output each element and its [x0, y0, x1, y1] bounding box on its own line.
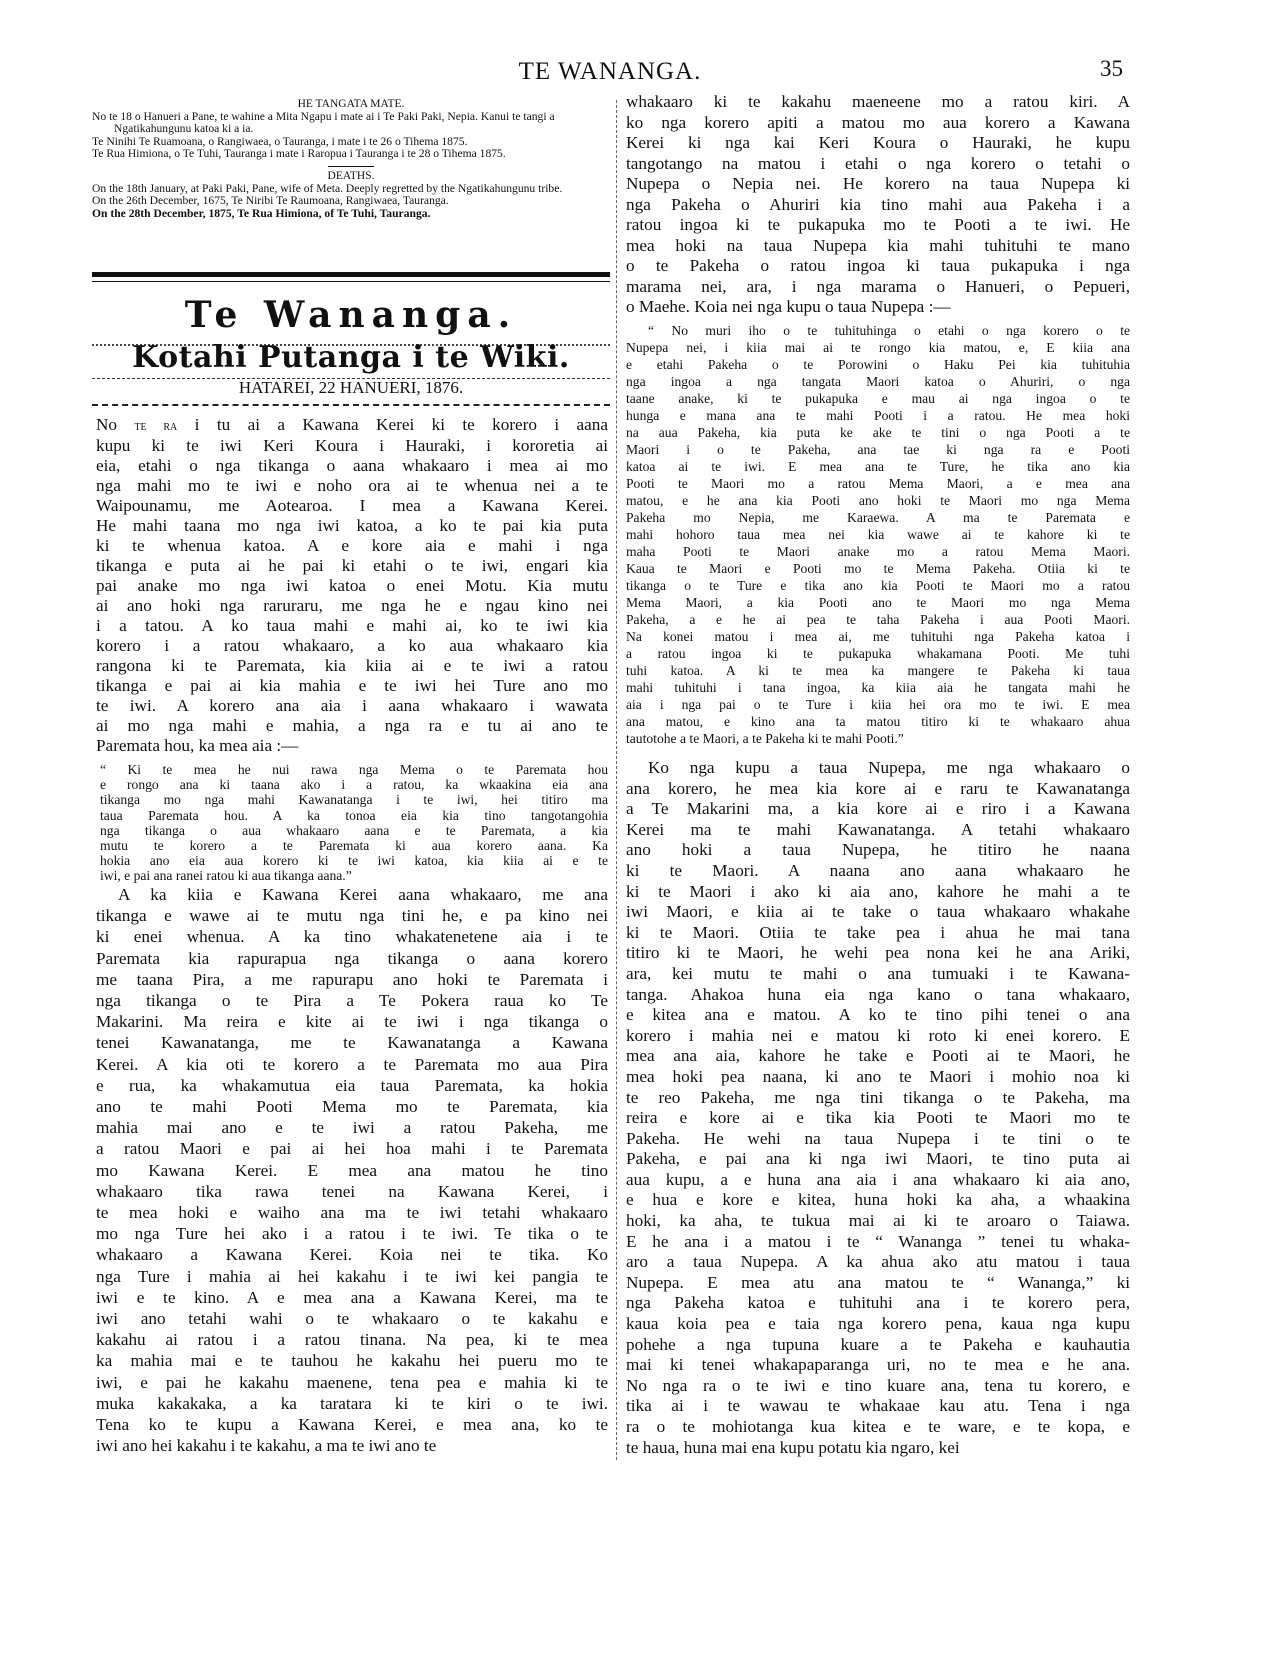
text-line: tika ai i te wawau te whakaae kau atu. Tena i nga — [626, 1396, 1130, 1416]
quoted-paragraph — [100, 762, 608, 884]
text-line: Makarini. Ma reira e kite ai te iwi i nga tikanga o — [96, 1012, 608, 1032]
text-line: Paremata hou, ka mea aia :— — [96, 736, 299, 755]
text-line: Nupepa. E mea atu ana matou te “ Wananga,” ki — [626, 1272, 1130, 1292]
text-line: Na konei matou i mea ai, me tuhituhi nga Pakeha katoa i — [626, 629, 1130, 644]
divider — [92, 281, 610, 282]
dateline: HATAREI, 22 HANUERI, 1876. — [238, 378, 464, 397]
text-line: nga Ture i mahia ai hei kakahu i te iwi kei pangia te — [96, 1266, 608, 1286]
text-line: pai anake mo nga iwi katoa o enei Motu. Kia mutu — [96, 576, 608, 595]
text-line: katoa ai te iwi. E mea ana te Ture, he tika ano kia — [626, 459, 1130, 474]
death-notices — [92, 98, 610, 220]
text-line: ara, kei mutu te mahi o ana tumuaki i te Kawana- — [626, 963, 1130, 983]
line-text: i tu ai a Kawana Kerei ki te korero i aana — [194, 415, 608, 434]
masthead: Te Wananga. — [184, 294, 518, 336]
text-line: kakahu ai ratou i a ratou tinana. Na pea, ki te mea — [96, 1330, 608, 1350]
text-line: mutu te korero a te Paremata ki aua korero aana. Ka — [100, 838, 608, 854]
text-line: tikanga e wawe ai te mutu nga tini he, e pa kino nei — [96, 906, 608, 926]
divider — [92, 404, 610, 406]
text-line: hoki, ka aha, te tukua mai ai ki te aroaro o Taiawa. — [626, 1211, 1130, 1231]
divider — [92, 272, 610, 277]
notice-item: Te Rua Himiona, o Te Tuhi, Tauranga i mate i Raropua i Tauranga i te 28 o Tihema 1875. — [92, 147, 506, 161]
text-line: ki te Maori. A naana ano aana whakaaro he — [626, 860, 1130, 880]
article-paragraph — [626, 92, 1130, 318]
text-line: aro a taua Nupepa. A ka ahua ako atu matou i taua — [626, 1252, 1130, 1272]
text-line: “ No muri iho o te tuhituhinga o etahi o nga korero o te — [648, 323, 1130, 338]
text-line: Pakeha. He wehi na taua Nupepa i te tini o te — [626, 1128, 1130, 1148]
text-line: iwi, e pai ana ranei ratou ki aua tikanga aana.” — [100, 868, 352, 884]
text-line: Kerei ki nga kai Keri Koura o Hauraki, he kupu — [626, 133, 1130, 152]
text-line: nga Pakeha katoa e tuhituhi ana i te korero pera, — [626, 1293, 1130, 1313]
text-line: me taana Pira, a me rapurapu ano hoki te Paremata i — [96, 969, 608, 989]
text-line: Maori i o te Pakeha, ana tae ki nga ra e Pooti — [626, 442, 1130, 457]
text-line: pohehe a nga tupuna kuare a te Pakeha e kauhautia — [626, 1334, 1130, 1354]
text-line: ka mahia mai e te tauhou he kakahu hei pueru mo te — [96, 1351, 608, 1371]
text-line: ki te Maori i ako ki aia ano, kahore he mahi a te — [626, 881, 1130, 901]
text-line: nga Pakeha o Ahuriri kia tino mahi aua Pakeha i a — [626, 194, 1130, 214]
text-line: iwi Maori, e kiia ai te take o taua whakaaro whakahe — [626, 902, 1130, 922]
text-line: whakaaro a Kawana Kerei. Koia nei te tika. Ko — [96, 1245, 608, 1265]
divider — [328, 166, 374, 167]
text-line: Ko nga kupu a taua Nupepa, me nga whakaaro o — [648, 758, 1130, 777]
text-line: Pooti te Maori mo a ratou Mema Maori, a e mea ana — [626, 476, 1130, 491]
text-line: mea hoki pea naana, ki ano te Maori i mohio noa ki — [626, 1066, 1130, 1086]
text-line: ai mo nga mahi e mahia, a nga ra e tu ai ano te — [96, 716, 608, 735]
text-line: Mema Maori, a kia Pooti ano te Maori mo nga Mema — [626, 595, 1130, 610]
text-line: hokia ano eia aua korero ki te iwi katoa, kia kiia ai e te — [100, 853, 608, 869]
text-line: Pakeha, a e he ai pea te taha Pakeha i aua Pooti Maori. — [626, 612, 1130, 627]
text-line: mea hoki na taua Nupepa kia mahi tuhituhi te mano — [626, 235, 1130, 255]
text-line: tautotohe a te Maori, a te Pakeha ki te mahi Pooti.” — [626, 731, 904, 746]
notice-item: On the 18th January, at Paki Paki, Pane, wife of Meta. Deeply regretted by the Ngatikahungunu tribe. — [92, 181, 563, 195]
text-line: reira e kore ai e tika kia Pooti te Maori mo te — [626, 1108, 1130, 1128]
text-line: marama nei, ara, i nga marama o Hanueri, o Pepueri, — [626, 276, 1130, 296]
text-line: mahia mai ano e te iwi a ratou Pakeha, me — [96, 1118, 608, 1138]
text-line: nga ingoa a nga tangata Maori katoa o Ahuriri, o nga — [626, 374, 1130, 389]
page-number: 35 — [1100, 56, 1123, 81]
text-line: tanga. Ahakoa huna eia nga kano o tana whakaaro, — [626, 984, 1130, 1004]
text-line: tuhi katoa. A ki te mea ka mangere te Pakeha ki taua — [626, 663, 1130, 678]
subtitle: Kotahi Putanga i te Wiki. — [132, 340, 570, 375]
notice-item: On the 28th December, 1875, Te Rua Himiona, of Te Tuhi, Tauranga. — [92, 206, 431, 220]
text-line: Tena ko te kupu a Kawana Kerei, e mea ana, ko te — [96, 1415, 608, 1435]
text-line: aua kupu, a e huna ana aia i ana whakaaro ki aia ano, — [626, 1169, 1130, 1189]
text-line: te reo Pakeha, me nga tini tikanga o te Pakeha, ma — [626, 1087, 1130, 1107]
text-line: whakaaro ki te kakahu maeneene mo a ratou kiri. A — [626, 92, 1130, 111]
text-line: korero i mahia nei e matou ki roto ki enei korero. E — [626, 1025, 1130, 1045]
text-line: tenei Kawanatanga, me te Kawanatanga a Kawana — [96, 1033, 608, 1053]
english-notices-heading: DEATHS. — [327, 169, 375, 182]
text-line: a ratou ingoa ki te pukapuka whakamana Pooti. Me tuhi — [626, 646, 1130, 661]
text-line: nga mahi mo te iwi e noho ora ai te whenua nei a te — [96, 476, 608, 495]
text-line: ki enei whenua. A ka tino whakatenetene aia i te — [96, 927, 608, 947]
text-line: Pakeha, e pai ana ki nga iwi Maori, te tino puta ai — [626, 1149, 1130, 1169]
text-line: e rongo ana ki taana ako i a ratou, ka wkaakina eia ana — [100, 777, 608, 793]
quoted-paragraph — [626, 322, 1130, 747]
text-line: ra o te mohiotanga kua kitea e te ware, e te kopa, e — [626, 1417, 1130, 1436]
text-line: Kerei ma te mahi Kawanatanga. A tetahi whakaaro — [626, 819, 1130, 839]
text-line: Waipounamu, me Aotearoa. I mea a Kawana Kerei. — [96, 496, 608, 515]
text-line: na aua Pakeha, kia puta ke ake te tini o nga Pooti a te — [626, 425, 1130, 440]
text-line: Nupepa nei, i kiia mai ai te rongo kia matou, e, E kiia ana — [626, 340, 1130, 355]
text-line: korero i a ratou whakaaro, a ko aua whakaaro kia — [96, 636, 608, 655]
text-line: e hua e kore e kitea, huna hoki ka aha, a whaakina — [626, 1190, 1130, 1210]
text-line: taane anake, ki te pukapuka e mau ai nga ingoa o te — [626, 391, 1130, 406]
text-line: tikanga mo nga mahi Kawanatanga i te iwi, hei titiro ma — [100, 792, 608, 808]
text-line: Pakeha mo Nepia, me Karaewa. A ma te Paremata e — [626, 510, 1130, 525]
text-line: nga tikanga o aua whakaaro aana e te Paremata, a kia — [100, 822, 608, 838]
running-head-title: TE WANANGA. — [518, 58, 702, 85]
text-line: ki te Maori. Otiia te take pea i ahua he mai tana — [626, 922, 1130, 942]
text-line: Kerei. A kia oti te korero a te Paremata mo aua Pira — [96, 1054, 608, 1074]
text-line: ai ano hoki nga raruraru, me nga he e ngau kino nei — [96, 596, 608, 615]
text-line: ko nga korero apiti a matou mo aua korero a Kawana — [626, 112, 1130, 132]
text-line: Kaua te Maori e Pooti mo te Mema Pakeha. Otiia ki te — [626, 561, 1130, 576]
text-line: taua Paremata hou. A ka tonoa eia kia tino tangotangohia — [100, 807, 608, 823]
text-line: mo Kawana Kerei. E mea ana matou he tino — [96, 1160, 608, 1180]
text-line: ano hoki a taua Nupepa, he titiro he naana — [626, 840, 1130, 860]
text-line: ana korero, he mea kia kore ai e raru te Kawanatanga — [626, 778, 1130, 798]
text-line: titiro ki te Maori, he wehi pea nona kei he ana Ariki, — [626, 943, 1130, 963]
text-line: A ka kiia e Kawana Kerei aana whakaaro, me ana — [118, 885, 608, 904]
lead-smallcaps: te ra — [134, 418, 178, 434]
text-line: nga tikanga o te Pira a Te Pokera raua ko Te — [96, 991, 608, 1011]
text-line: ki te whenua katoa. A e kore aia e mahi i nga — [96, 536, 608, 555]
text-line: E he ana i a matou i te “ Wananga ” tenei tu whaka- — [626, 1231, 1130, 1251]
text-line: mahi hohoro taua mea nei kia wawe ai te kahore ki te — [626, 527, 1130, 542]
text-line: tikanga o te Ture e tika ano kia Pooti te Maori mo a ratou — [626, 578, 1130, 593]
text-line: whakaaro tika rawa tenei na Kawana Kerei, i — [96, 1181, 608, 1201]
text-line: ana matou, e kino ana ta matou titiro ki te whakaaro ahua — [626, 714, 1130, 729]
maori-notices-heading: HE TANGATA MATE. — [297, 98, 405, 110]
text-line: No nga ra o te iwi e tino kuare ana, tena tu korero, e — [626, 1375, 1130, 1395]
text-line: eia, etahi o nga tikanga o aana whakaaro i mea ai mo — [96, 456, 608, 475]
text-line: ratou ingoa ki te pukapuka mo te Pooti a te iwi. He — [626, 215, 1130, 234]
article-paragraph — [626, 758, 1130, 1458]
text-line: a ratou Maori e pai ai hei hoa mahi i te Paremata — [96, 1139, 608, 1159]
text-line: te mea hoki e waiho ana ma te iwi tetahi whakaaro — [96, 1203, 608, 1223]
text-line: Paremata kia rapurapua nga tikanga o aana korero — [96, 948, 608, 968]
text-line: mahi tuhituhi i tana ingoa, ka kiia aia he tangata mahi he — [626, 680, 1130, 695]
text-line: tikanga e pai ai kia mahia e te iwi hei Ture ano mo — [96, 676, 608, 695]
text-line: tikanga e puta ai he pai ki etahi o te iwi, engari kia — [96, 556, 608, 575]
text-line: iwi ano tetahi wahi o te whakaaro o te kakahu e — [96, 1309, 608, 1329]
text-line: iwi e te kino. A e mea ana a Kawana Kerei, ma te — [96, 1287, 608, 1307]
text-line: mai ki tenei whakapaparanga uri, no te mea e he ana. — [626, 1355, 1130, 1375]
text-line: te haua, huna mai ena kupu potatu kia ngaro, kei — [626, 1437, 960, 1457]
text-line: aia i nga pai o te Ture i kiia hei ora mo te iwi. E mea — [626, 697, 1130, 712]
text-line: tangotango na matou i etahi o nga korero o tetahi o — [626, 153, 1130, 173]
lead-word: No — [96, 415, 118, 434]
text-line: hunga e mana ana te mahi Pooti i a ratou. He mea hoki — [626, 408, 1130, 423]
text-line: He mahi taana mo nga iwi katoa, a ko te pai kia puta — [96, 516, 608, 535]
text-line: mea ana aia, kahore he take e Pooti ai te Maori, he — [626, 1046, 1130, 1066]
text-line: a Te Makarini ma, a kia kore ai e riro i a Kawana — [626, 799, 1130, 819]
text-line: Nupepa o Nepia nei. He korero na taua Nupepa ki — [626, 174, 1130, 193]
text-line: matou, e he ana kia Pooti ano hoki te Maori mo nga Mema — [626, 493, 1130, 508]
text-line: ano te mahi Pooti Mema mo te Paremata, kia — [96, 1097, 608, 1117]
text-line: maha Pooti te Maori anake mo a ratou Mema Maori. — [626, 544, 1130, 559]
text-line: kaua koia pea e taia nga korero pena, kaua nga kupu — [626, 1314, 1130, 1334]
notice-item: Te Ninihi Te Ruamoana, o Rangiwaea, o Tauranga, i mate i te 26 o Tihema 1875. — [92, 134, 468, 148]
text-line: o te Pakeha o ratou ingoa ki taua pukapuka i nga — [626, 256, 1130, 275]
text-line: iwi ano hei kakahu i te kakahu, a ma te iwi ano te — [96, 1436, 437, 1456]
text-line — [96, 415, 608, 436]
text-line: o Maehe. Koia nei nga kupu o taua Nupepa :— — [626, 297, 951, 316]
text-line: e etahi Pakeha o te Porowini o Haku Pei kia tuhituhia — [626, 357, 1130, 372]
text-line: i a tatou. A ko taua mahi e mahi ai, ko te iwi kia — [96, 616, 608, 635]
column-divider — [616, 100, 617, 1460]
notice-item: No te 18 o Hanueri a Pane, te wahine a Mita Ngapu i mate ai i Te Paki Paki, Nepia. Kanui te tangi a Ngatikahungunu katoa ki a ia. — [92, 109, 555, 136]
text-line: e rua, ka whakamutua eia taua Paremata, ka hokia — [96, 1075, 608, 1095]
text-line: “ Ki te mea he nui rawa nga Mema o te Paremata hou — [100, 762, 608, 777]
article-paragraph — [96, 415, 608, 756]
article-paragraph — [96, 884, 608, 1456]
text-line: te iwi. A korero ana aia i aana whakaaro i wawata — [96, 696, 608, 715]
text-line: mo nga Ture hei ako i a ratou i te iwi. Te tika o te — [96, 1224, 608, 1244]
text-line: iwi, e pai he kakahu maenene, tena pea e mahia ki te — [96, 1372, 608, 1392]
text-line: muka kakakaka, a ka taratara ki te kiri o te iwi. — [96, 1393, 608, 1413]
text-line: e kitea ana e matou. A ko te tino pihi tenei o ana — [626, 1005, 1130, 1025]
text-line: rangona ki te Paremata, kia kiia ai e te iwi a ratou — [96, 656, 608, 675]
notice-item: On the 26th December, 1675, Te Niribi Te Raumoana, Rangiwaea, Tauranga. — [92, 194, 449, 208]
text-line: kupu ki te iwi Keri Koura i Hauraki, i kororetia ai — [96, 436, 608, 455]
